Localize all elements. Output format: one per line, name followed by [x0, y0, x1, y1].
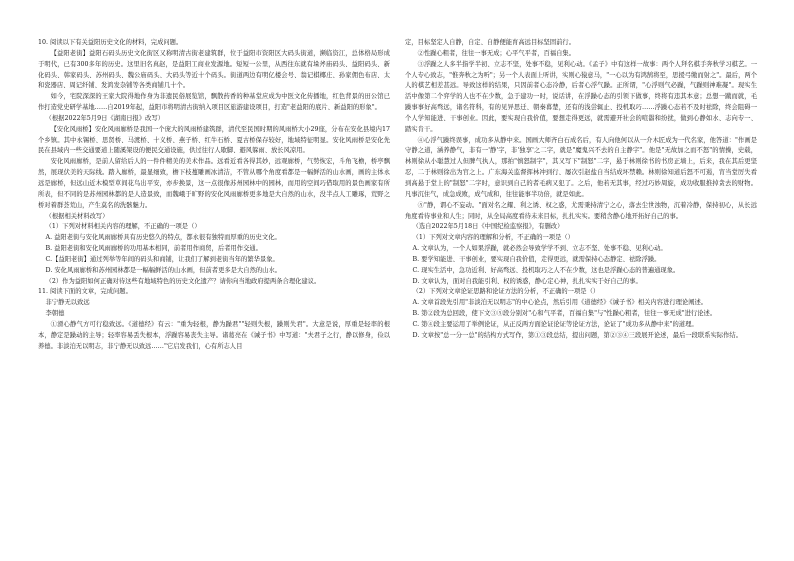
- left-column-paragraph: （1）下列对材料相关内容的理解，不正确的一项是（）: [45, 223, 201, 231]
- left-column-paragraph: 10. 阅读以下有关益阳历史文化的材料，完成问题。: [38, 39, 183, 46]
- right-column-paragraph: A. 文章认为，一个人如果浮躁，就必然会导致学学不到、立志不坚、处事不稳、见利心动。: [412, 245, 667, 253]
- left-column-paragraph: 安化风雨廊桥，是前人留给后人的一件件精美的美术作品。远看近看各得其妙，远观廊桥，气势恢宏，斗角飞檐，桥亭飘然，展现伏美的天际线。踏入廊桥，最显细致，檐下枝蔓雕画冰清洁，不管从哪个角度看都是一幅鲜活的山水画，画的主体永远是廊桥，但远山近木模型草间花鸟出平安，亦步换景，这一点很像苏州园林中的园林，而用的空间巧借取用的景色画家有所所表，但不同的是苏州园林都的是人造景致，而魏峨于旷野的安化风雨廊桥更多地是大自然的山水，没半点人工雕琢，荒野之桥对着群荟荒山，产生莫名的洗骸魅力。: [38, 158, 390, 209]
- left-column-paragraph: （2）作为益阳如何正确对待这些有地域特色的历史文化遗产？请你向当地政府提两条合理化建议。: [45, 277, 321, 285]
- left-column-paragraph: A. 益阳老街与安化风雨廊桥具有历史悠久的特点，都永很有独特而厚重的历史文化。: [45, 234, 281, 242]
- right-column-paragraph: ③浮躁之人多半指学半初、立志不坚，处事不稳，见利心动。《孟子》中有这样一故事：两个人拜名棋手奔秋学习棋艺。一个人专心致志，"惟奔秋之为听"；另一个人表面上听讲，实则心猿意马，"一心以为有鸿鹄将至，思援弓缴而射之"。最后，两个人的棋艺相差甚远。导致这样的结果，只因前者心态冷静，后者心浮气躁。正所谓，"心浮则气必躁，气躁则神难凝"。现实生活中像第二个弈学的人也不在少数，急于建功一时，说话讲，在浮躁心态的引领下做事，终将有违其本意；总想一蹴而就，毛躁事事好高骛远，诸名符科，有的见异思迁、朝秦暮楚，还有的浅尝辄止、投机取巧……浮躁心态若不及时祛除，终会阻碍一个人学知能进、干事创业。因此，要实现自我价值，要想走得更远，就需避开社会的喧嚣和纷扰，做到心静如水、志向专一、踏实肯干。: [405, 60, 757, 133]
- left-column-paragraph: B. 益阳老街和安化风雨廊桥的功用基本相同，前者用作商贸，后者用作交通。: [45, 245, 262, 253]
- left-column-paragraph: （根据2022年5月9日《湖南日报》改写）: [45, 114, 165, 122]
- left-column: [38, 38, 390, 352]
- right-column-paragraph: ②性躁心粗者，往往一事无成；心平气平者，百福自集。: [417, 49, 576, 57]
- right-column: [405, 38, 757, 342]
- right-column-paragraph: （1）下列对文章内容的理解和分析，不正确的一项是（）: [412, 234, 574, 242]
- right-column-paragraph: 定，目标坚定人自静，自定、自静便能育高远目标坚固前行。: [405, 39, 576, 46]
- right-column-paragraph: D. 文章认为，面对自我能引利、权的诱惑，静心定心神，扎扎实实于好自己的事。: [412, 277, 642, 285]
- left-column-paragraph: 【益阳老街】益阳石码头历史文化街区又称明清古街老建筑群，位于益阳市资阳区大码头街道，濒临资江，总体格局形成于明代，已有300多年的历史。这里旧名真赵，是益阳工商业发源地。短短一公里，从西往东就有垛斧庙码头、益阳码头、新化码头、韩家码头、苏州码头、魏公庙码头、大码头等近十个码头。街道两边有明亿楼会号、翁记棋椰庄、孙家佣色布店、太和瓷器店、周记纤铺、发鸿发杂铺等各类商铺几十个。: [38, 49, 390, 90]
- left-column-paragraph: ①滑心静气方可行稳致远。《道德经》有云："重为轻根，静为躁君""轻则失根，躁则失君"。大意是说，厚重是轻率的根本，静定是躁动的主导；轻率容易丢失根本，浮躁容易丧失主导。诸葛亮在《诫子书》中写道："夫君子之行，静以修身，俭以养德。非淡泊无以明志，非宁静无以致远……"它启发我们，心有所志人目: [38, 320, 390, 350]
- right-column-paragraph: D. 文章按"总一分一总"的结构方式写作，第①③段总结，提出问题，第②③④三段展开论述，最后一段联系实际作结。: [412, 331, 743, 339]
- left-column-paragraph: 李朝德: [45, 310, 65, 318]
- left-column-paragraph: D. 安化风雨廊桥和苏州园林都是一幅幅鲜活的山水画，但前者更多是大自然的山水。: [45, 266, 282, 274]
- left-column-paragraph: 非宁静无以致远: [45, 299, 90, 307]
- left-column-paragraph: 如今，宅院深深的王家大院得地作身为非遗民俗展览馆，飘散药香的种基堂应成为中医文化传播地，红色背景的田公馆已作打造党史研学基地……自2019年起，益阳市将明清古街纳入项目区旅游建设项目，打造"老益阳的底片、新益阳的形象"。: [38, 93, 390, 112]
- right-column-paragraph: ⑤"静，谓心不妄动。"面对名之耀、利之诱、权之惑，尤需秉持清宁之心，落去尘世浊物，沉着冷静，保持初心，从长远角度看待事业和人生；同时，从全局高度看待未来目标，扎扎实实。要稍含静心地开拓好自己的事。: [405, 201, 757, 220]
- right-column-paragraph: A. 文章首段先引用"非淡泊无以明志"的中心论点，然后引用《道德经》《诫子书》相关内容进行理论阐述。: [412, 299, 708, 307]
- right-column-paragraph: （2）下列对文章论证思路和论证方法的分析，不正确的一项是（）: [412, 288, 600, 296]
- left-column-paragraph: C.【益阳老街】通过列举等年间的码头和商铺，让我们了解到老街当年的繁华景象。: [45, 255, 279, 263]
- left-column-paragraph: （根据相关材料改写）: [45, 212, 109, 220]
- right-column-paragraph: （选自2022年5月18日《中国纪检监察报》，有删改）: [412, 223, 564, 231]
- left-column-paragraph: 【安化风雨桥】安化风雨廊桥是我国一个庞大的风雨桥建筑群，清代至民国时期的风雨桥大小29座，分布在安化县境内17个乡镇。其中永锡桥、思贤桥、马渡桥、十义桥、燕子桥、红牛石桥、夏古桥保存较好，地域特征明显。安化风雨桥是安化先民在县域内一些交通要道上随溪架设的便民交通设施，供过往行人歇脚、避风躲雨、放长风凉用。: [38, 125, 390, 155]
- right-column-paragraph: B. 第②段为总回段，使下文③⑤段分别对"心和气平者，百福自集"与"性躁心粗者，往往一事无成"进行论述。: [412, 310, 717, 318]
- right-column-paragraph: C. 第④段主要运用了举例论证，从正反两方面论证论证等论证方法，论证了"成功多从静中来"的道理。: [412, 320, 698, 328]
- right-column-paragraph: B. 要学知能进、干事创业，要实现自我价值，走得更远，就需保持心态静定、祛除浮躁。: [412, 255, 661, 263]
- right-column-paragraph: ④心浮气躁终误事，成功多从静中来。国画大师齐白石成名后，有人向他何以从一介木匠成为一代名家，他答道："作画是守静之道，涵养静气，非有一'静'字，非'独享'之二字，就是"魔鬼兴不去的自主静字"。他是"无故加之而不怒"的情操，史载，林则徐从小聪慧过人但脾气执人，那拍"慎怒制字"，其又写下"制怒"二字，悬于林则徐书的书房正墙上，后来，我在其后更坚忍，二于林则徐出为官之上。广东海关监督挥林冲到行、屡次引赵盐自当结成坏禁赖。林则徐知道后怒不可遏，宵当堂厉失看到高悬于堂上的"制怒"二字时，意识到自己的者毛病又犯了。之后，他若无其事，经过巧妙周旋，成功收服推掉贪去的财物。凡事沉住气，成急成败，成气成和，往往能事半功倍，就是如此。: [405, 136, 757, 198]
- right-column-paragraph: C. 现实生活中，急功近利、好高骛远、投机取巧之人不在少数，这也是浮躁心态的普遍通现象。: [412, 266, 680, 274]
- left-column-paragraph: 11. 阅读下面的文章，完成问题。: [38, 288, 132, 296]
